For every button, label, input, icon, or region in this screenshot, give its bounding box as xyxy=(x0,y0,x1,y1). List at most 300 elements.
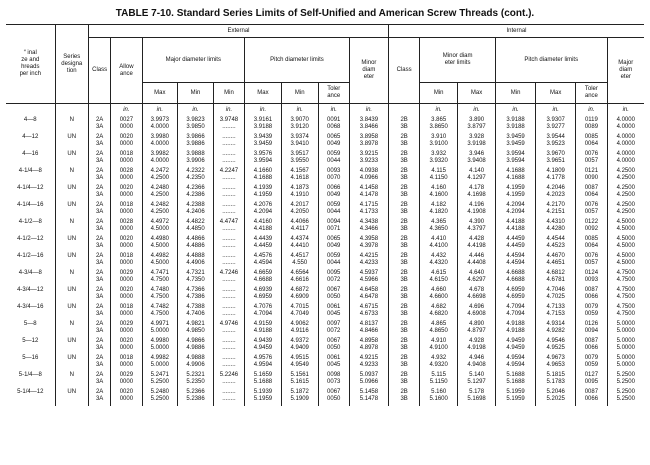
major-min-b-cell: ........ xyxy=(213,209,244,216)
pitch-max-cell: 4.6781 xyxy=(536,277,576,284)
pitch-min-cell: 4.6564 xyxy=(281,270,318,277)
table-row xyxy=(6,175,644,182)
unit-label: in. xyxy=(622,107,629,113)
major-min-b-cell: 5.2246 xyxy=(213,372,244,379)
major-min-cell: 4.4822 xyxy=(178,219,214,226)
pitch-max-cell: 4.6939 xyxy=(245,287,282,294)
pitch-tolerance-cell: 0087 xyxy=(576,338,607,345)
spacer-cell xyxy=(178,403,214,406)
minor-max-cell: 4.678 xyxy=(458,287,496,294)
major-min-cell: 5.2366 xyxy=(178,389,214,396)
minor-max-cell: 4.178 xyxy=(458,185,496,192)
minor-max-cell: 4.4408 xyxy=(458,260,496,267)
series-cell xyxy=(55,175,88,182)
thread-size-cell xyxy=(6,345,55,352)
pitch-max-cell: 4.2076 xyxy=(245,202,282,209)
pitch-max-cell: 4.9546 xyxy=(536,338,576,345)
pitch-max-cell: 3.9459 xyxy=(245,141,282,148)
class-cell: 3A xyxy=(88,209,110,216)
int-class-cell: 2B xyxy=(389,219,420,226)
minor-min-cell: 5.115 xyxy=(420,372,458,379)
class-cell: 3A xyxy=(88,311,110,318)
int-class-cell: 3B xyxy=(389,362,420,369)
table-row xyxy=(6,192,644,199)
pitch-tolerance-cell: 0045 xyxy=(318,311,349,318)
pitch-tolerance-cell: 0087 xyxy=(576,389,607,396)
minor-diameter-cell: 4.9233 xyxy=(349,362,388,369)
minor-min-cell: 4.3650 xyxy=(420,226,458,233)
int-class-cell: 3B xyxy=(389,260,420,267)
minor-diameter-cell: 4.1715 xyxy=(349,202,388,209)
major-min-b-cell: ........ xyxy=(213,277,244,284)
series-cell: N xyxy=(55,219,88,226)
major-min-cell: 4.5000 xyxy=(616,236,635,242)
pitch-min-cell: 4.9409 xyxy=(281,345,318,352)
thread-size-cell xyxy=(6,141,55,148)
pitch-min-cell: 5.1615 xyxy=(281,379,318,386)
pitch-max-cell: 3.9439 xyxy=(245,134,282,141)
series-cell xyxy=(55,226,88,233)
major-max-cell: 5.0000 xyxy=(142,328,178,335)
major-min-b-cell: 4.7246 xyxy=(213,270,244,277)
pitch-min-cell: 3.9410 xyxy=(281,141,318,148)
int-class-cell: 2B xyxy=(389,372,420,379)
class-cell: 3A xyxy=(88,396,110,403)
pitch-max-cell: 4.4651 xyxy=(536,260,576,267)
thread-limits-table xyxy=(6,24,644,406)
major-min-cell: 4.2500 xyxy=(616,185,635,191)
minor-min-cell: 4.615 xyxy=(420,270,458,277)
minor-min-cell: 4.365 xyxy=(420,219,458,226)
series-cell: N xyxy=(55,117,88,124)
major-min-b-cell: ........ xyxy=(213,175,244,182)
major-min-b-cell: ........ xyxy=(213,345,244,352)
thread-size-cell xyxy=(6,362,55,369)
pitch-min-cell: 4.1688 xyxy=(496,168,536,175)
pitch-min-cell: 4.4517 xyxy=(281,253,318,260)
table-title: TABLE 7-10. Standard Series Limits of Self-Unified and American Screw Threads (cont.). xyxy=(115,8,535,19)
pitch-max-cell: 4.6812 xyxy=(536,270,576,277)
pitch-min-cell: 4.1567 xyxy=(281,168,318,175)
int-class-cell: 2B xyxy=(389,202,420,209)
pitch-max-cell: 4.7076 xyxy=(245,304,282,311)
pitch-max-cell: 4.9282 xyxy=(536,328,576,335)
class-cell: 3A xyxy=(88,362,110,369)
major-min-cell: 4.5000 xyxy=(616,253,635,259)
series-cell xyxy=(55,192,88,199)
major-max-cell: 5.2471 xyxy=(142,372,178,379)
pitch-max-cell: 4.2094 xyxy=(245,209,282,216)
table-row xyxy=(6,253,644,260)
pitch-min-cell: 4.9372 xyxy=(281,338,318,345)
major-min-cell: 4.2500 xyxy=(616,168,635,174)
pitch-tolerance-cell: 0059 xyxy=(576,311,607,318)
unit-label: in. xyxy=(496,104,536,118)
class-cell: 3A xyxy=(88,379,110,386)
minor-diameter-cell: 5.1458 xyxy=(349,389,388,396)
major-min-cell: 4.7388 xyxy=(178,304,214,311)
minor-diameter-cell: 4.0938 xyxy=(349,168,388,175)
pitch-max-cell: 5.2025 xyxy=(536,396,576,403)
major-max-cell: 4.7471 xyxy=(142,270,178,277)
allowance-cell: 0018 xyxy=(111,253,142,260)
pitch-min-cell: 4.4594 xyxy=(496,253,536,260)
pitch-max-cell: 5.2046 xyxy=(536,389,576,396)
int-class-header: Class xyxy=(389,38,420,104)
major-min-b-cell: 4.2247 xyxy=(213,168,244,175)
thread-size-cell: 4-1/4—8 xyxy=(6,168,55,175)
major-min-cell: 5.2500 xyxy=(616,379,635,385)
major-min-cell: 4.4850 xyxy=(178,226,214,233)
major-min-cell: 4.2388 xyxy=(178,202,214,209)
major-max-cell: 5.2500 xyxy=(142,379,178,386)
spacer-cell xyxy=(213,403,244,406)
major-min-cell: 4.5000 xyxy=(616,243,635,249)
table-row xyxy=(6,389,644,396)
minor-diameter-cell: 4.8958 xyxy=(349,338,388,345)
allowance-cell: 0000 xyxy=(111,311,142,318)
pitch-tolerance-cell: 0094 xyxy=(318,219,349,226)
table-row xyxy=(6,243,644,250)
allowance-cell: 0000 xyxy=(111,277,142,284)
pitch-tolerance-cell: 0095 xyxy=(576,379,607,386)
major-min-cell: 4.7386 xyxy=(178,294,214,301)
minor-max-cell: 4.446 xyxy=(458,253,496,260)
class-cell: 2A xyxy=(88,321,110,328)
major-min-cell: 4.9850 xyxy=(178,328,214,335)
pitch-tolerance-cell: 0064 xyxy=(576,192,607,199)
int-class-cell: 2B xyxy=(389,253,420,260)
major-min-b-cell: 4.4747 xyxy=(213,219,244,226)
class-cell: 3A xyxy=(88,192,110,199)
major-min-cell: 4.9886 xyxy=(178,345,214,352)
spacer-cell xyxy=(281,403,318,406)
minor-max-cell: 3.928 xyxy=(458,134,496,141)
pitch-min-cell: 4.6959 xyxy=(496,287,536,294)
major-max-cell: 5.0000 xyxy=(142,345,178,352)
table-row xyxy=(6,311,644,318)
major-min-cell: 4.5000 xyxy=(616,226,635,232)
spacer-cell xyxy=(55,403,88,406)
pitch-max-cell: 4.9459 xyxy=(245,345,282,352)
spacer-cell xyxy=(420,403,458,406)
pitch-max-cell: 5.1939 xyxy=(245,389,282,396)
minor-diameter-cell: 4.1478 xyxy=(349,192,388,199)
class-cell: 2A xyxy=(88,134,110,141)
int-class-cell: 2B xyxy=(389,236,420,243)
allowance-cell: 0000 xyxy=(111,243,142,250)
major-min-b-cell: ........ xyxy=(213,243,244,250)
minor-min-cell: 4.432 xyxy=(420,253,458,260)
pitch-tolerance-cell: 0066 xyxy=(576,396,607,403)
thread-size-cell xyxy=(6,209,55,216)
series-cell xyxy=(55,209,88,216)
int-class-cell: 3B xyxy=(389,345,420,352)
pitch-max-cell: 4.2170 xyxy=(536,202,576,209)
thread-size-cell xyxy=(6,311,55,318)
pitch-min-cell: 5.1872 xyxy=(281,389,318,396)
int-class-cell: 2B xyxy=(389,338,420,345)
table-row xyxy=(6,209,644,216)
minor-diameter-cell: 5.0937 xyxy=(349,372,388,379)
pitch-max-cell: 5.1688 xyxy=(245,379,282,386)
allowance-cell: 0027 xyxy=(111,117,142,124)
col-min: Min xyxy=(496,83,536,104)
minor-diameter-cell: 3.8958 xyxy=(349,134,388,141)
table-row xyxy=(6,202,644,209)
series-cell: UN xyxy=(55,338,88,345)
major-min-b-cell: ........ xyxy=(213,192,244,199)
unit-label: in. xyxy=(536,104,576,118)
minor-diameter-cell: 4.8978 xyxy=(349,345,388,352)
major-min-b-cell: ........ xyxy=(213,151,244,158)
major-min-cell: 3.9886 xyxy=(178,141,214,148)
allowance-cell: 0000 xyxy=(111,345,142,352)
major-min-cell: 5.0000 xyxy=(616,328,635,334)
series-cell: UN xyxy=(55,236,88,243)
pitch-tolerance-cell: 0121 xyxy=(576,168,607,175)
minor-min-cell: 4.6600 xyxy=(420,294,458,301)
int-class-cell: 2B xyxy=(389,151,420,158)
pitch-tolerance-cell: 0059 xyxy=(318,253,349,260)
major-max-cell: 4.5000 xyxy=(142,243,178,250)
major-min-cell: 4.7366 xyxy=(178,287,214,294)
pitch-tolerance-cell: 0050 xyxy=(318,396,349,403)
pitch-max-cell: 4.7153 xyxy=(536,311,576,318)
major-max-cell: 4.9980 xyxy=(142,338,178,345)
pitch-tolerance-cell: 0072 xyxy=(318,328,349,335)
table-row xyxy=(6,151,644,158)
col-min: Min xyxy=(281,83,318,104)
pitch-tolerance-cell: 0068 xyxy=(318,124,349,131)
col-min: Min xyxy=(178,83,214,104)
class-cell: 2A xyxy=(88,219,110,226)
series-cell: UN xyxy=(55,202,88,209)
table-row xyxy=(6,328,644,335)
int-class-cell: 2B xyxy=(389,117,420,124)
col-max: Max xyxy=(458,83,496,104)
pitch-tolerance-cell: 0076 xyxy=(576,202,607,209)
class-cell: 2A xyxy=(88,202,110,209)
major-min-cell: 4.0000 xyxy=(616,134,635,140)
pitch-tolerance-cell: 0044 xyxy=(318,260,349,267)
minor-min-cell: 4.182 xyxy=(420,202,458,209)
table-row xyxy=(6,236,644,243)
minor-max-cell: 4.3797 xyxy=(458,226,496,233)
pitch-min-cell: 4.9062 xyxy=(281,321,318,328)
major-min-b-cell: 3.9748 xyxy=(213,117,244,124)
pitch-max-cell: 4.9673 xyxy=(536,355,576,362)
table-row xyxy=(6,219,644,226)
thread-size-cell xyxy=(6,192,55,199)
major-min-cell: 5.0000 xyxy=(616,338,635,344)
major-min-b-cell: 4.9746 xyxy=(213,321,244,328)
minor-diameter-cell: 4.8137 xyxy=(349,321,388,328)
major-max-cell: 4.4982 xyxy=(142,253,178,260)
major-min-cell: 4.7406 xyxy=(178,311,214,318)
pitch-tolerance-cell: 0093 xyxy=(318,168,349,175)
minor-min-cell: 4.932 xyxy=(420,355,458,362)
major-max-cell: 4.0000 xyxy=(142,124,178,131)
int-class-cell: 3B xyxy=(389,175,420,182)
series-cell: UN xyxy=(55,185,88,192)
series-cell xyxy=(55,277,88,284)
pitch-tolerance-cell: 0057 xyxy=(576,209,607,216)
pitch-tolerance-cell: 0059 xyxy=(576,362,607,369)
series-cell xyxy=(55,379,88,386)
pitch-max-cell: 4.1939 xyxy=(245,185,282,192)
int-class-cell: 2B xyxy=(389,304,420,311)
pitch-tolerance-cell: 0065 xyxy=(318,236,349,243)
col-min: Min xyxy=(420,83,458,104)
minor-max-cell: 5.1297 xyxy=(458,379,496,386)
pitch-max-cell: 4.2151 xyxy=(536,209,576,216)
major-max-cell: 4.9971 xyxy=(142,321,178,328)
minor-diameter-cell: 4.4215 xyxy=(349,253,388,260)
class-cell: 3A xyxy=(88,345,110,352)
series-cell xyxy=(55,396,88,403)
minor-max-cell: 4.9198 xyxy=(458,345,496,352)
pitch-max-cell: 5.1783 xyxy=(536,379,576,386)
int-class-cell: 2B xyxy=(389,355,420,362)
minor-max-cell: 3.946 xyxy=(458,151,496,158)
pitch-min-cell: 4.2094 xyxy=(496,202,536,209)
unit-label: in. xyxy=(349,104,388,118)
allowance-cell: 0028 xyxy=(111,168,142,175)
pitch-max-cell: 4.9439 xyxy=(245,338,282,345)
pitch-max-cell: 4.7094 xyxy=(245,311,282,318)
int-class-cell: 3B xyxy=(389,294,420,301)
pitch-max-cell: 4.7133 xyxy=(536,304,576,311)
pitch-max-cell: 4.9653 xyxy=(536,362,576,369)
pitch-tolerance-cell: 0071 xyxy=(318,226,349,233)
major-min-b-cell: ........ xyxy=(213,355,244,362)
class-cell: 2A xyxy=(88,372,110,379)
major-min-cell: 4.4888 xyxy=(178,253,214,260)
minor-max-cell: 3.8797 xyxy=(458,124,496,131)
allowance-cell: 0000 xyxy=(111,141,142,148)
int-class-cell: 2B xyxy=(389,168,420,175)
pitch-min-cell: 4.550 xyxy=(281,260,318,267)
pitch-min-cell: 3.9188 xyxy=(496,117,536,124)
pitch-max-cell: 4.7025 xyxy=(536,294,576,301)
series-cell xyxy=(55,362,88,369)
major-max-cell: 4.4972 xyxy=(142,219,178,226)
pitch-tolerance-cell: 0085 xyxy=(576,134,607,141)
pitch-tolerance-cell: 0097 xyxy=(318,321,349,328)
pitch-max-cell: 3.9188 xyxy=(245,124,282,131)
major-min-cell: 4.2500 xyxy=(616,192,635,198)
spacer-cell xyxy=(496,403,536,406)
minor-diameter-cell: 4.6458 xyxy=(349,287,388,294)
major-min-cell: 5.2321 xyxy=(178,372,214,379)
allowance-cell: 0029 xyxy=(111,321,142,328)
pitch-tolerance-cell: 0070 xyxy=(318,175,349,182)
minor-diameter-cell: 4.0966 xyxy=(349,175,388,182)
major-min-cell: 4.7500 xyxy=(616,270,635,276)
col-max: Max xyxy=(245,83,282,104)
pitch-tolerance-cell: 0127 xyxy=(576,372,607,379)
series-cell: UN xyxy=(55,389,88,396)
table-row xyxy=(6,396,644,403)
pitch-max-cell: 4.4523 xyxy=(536,243,576,250)
pitch-min-cell: 4.1959 xyxy=(496,185,536,192)
table-row xyxy=(6,158,644,165)
pitch-tolerance-cell: 0089 xyxy=(576,124,607,131)
pitch-max-cell: 4.1959 xyxy=(245,192,282,199)
thread-size-cell: 4-3/4—8 xyxy=(6,270,55,277)
major-min-cell: 4.2322 xyxy=(178,168,214,175)
minor-max-cell: 3.9408 xyxy=(458,158,496,165)
minor-min-cell: 4.9100 xyxy=(420,345,458,352)
pitch-tolerance-cell: 0095 xyxy=(318,270,349,277)
pitch-min-cell: 5.1959 xyxy=(496,396,536,403)
table-row xyxy=(6,362,644,369)
pitch-max-cell: 3.9307 xyxy=(536,117,576,124)
thread-size-cell xyxy=(6,175,55,182)
major-min-cell: 4.7500 xyxy=(616,277,635,283)
minor-diameter-cell: 4.4233 xyxy=(349,260,388,267)
class-cell: 3A xyxy=(88,243,110,250)
thread-size-cell xyxy=(6,277,55,284)
minor-diameter-cell: 4.5937 xyxy=(349,270,388,277)
allowance-cell: 0000 xyxy=(111,294,142,301)
major-max-cell: 3.9982 xyxy=(142,151,178,158)
series-cell: N xyxy=(55,270,88,277)
thread-size-cell: 4-3/4—16 xyxy=(6,304,55,311)
minor-min-cell: 3.910 xyxy=(420,134,458,141)
pitch-tolerance-cell: 0059 xyxy=(318,202,349,209)
int-class-cell: 3B xyxy=(389,328,420,335)
col-tolerance: Toler ance xyxy=(576,83,607,104)
pitch-max-cell: 4.4544 xyxy=(536,236,576,243)
spacer-cell xyxy=(536,403,576,406)
major-max-cell: 4.7480 xyxy=(142,287,178,294)
pitch-min-cell: 4.2050 xyxy=(281,209,318,216)
pitch-tolerance-cell: 0049 xyxy=(318,243,349,250)
pitch-max-cell: 4.4594 xyxy=(245,260,282,267)
pitch-min-cell: 4.9549 xyxy=(281,362,318,369)
major-min-cell: 5.2350 xyxy=(178,379,214,386)
class-cell: 3A xyxy=(88,141,110,148)
spacer-cell xyxy=(349,403,388,406)
pitch-tolerance-cell: 0126 xyxy=(576,321,607,328)
minor-min-cell: 4.1150 xyxy=(420,175,458,182)
thread-size-cell: 4-1/2—16 xyxy=(6,253,55,260)
minor-min-cell: 4.160 xyxy=(420,185,458,192)
major-min-b-cell: ........ xyxy=(213,202,244,209)
major-min-cell: 4.2366 xyxy=(178,185,214,192)
pitch-min-cell: 4.7049 xyxy=(281,311,318,318)
ext-class-header: Class xyxy=(88,38,110,104)
series-cell xyxy=(55,294,88,301)
minor-max-cell: 4.6297 xyxy=(458,277,496,284)
minor-max-cell: 4.1698 xyxy=(458,192,496,199)
pitch-max-cell: 4.4160 xyxy=(245,219,282,226)
major-max-cell: 4.7482 xyxy=(142,304,178,311)
allowance-cell: 0000 xyxy=(111,209,142,216)
pitch-max-cell: 4.1660 xyxy=(245,168,282,175)
pitch-min-cell: 4.9459 xyxy=(496,345,536,352)
int-class-cell: 2B xyxy=(389,321,420,328)
pitch-tolerance-cell: 0059 xyxy=(318,151,349,158)
pitch-max-cell: 4.4576 xyxy=(245,253,282,260)
pitch-max-cell: 4.1809 xyxy=(536,168,576,175)
pitch-min-cell: 3.9594 xyxy=(496,158,536,165)
table-row xyxy=(6,134,644,141)
major-min-b-cell: ........ xyxy=(213,236,244,243)
table-row xyxy=(6,270,644,277)
